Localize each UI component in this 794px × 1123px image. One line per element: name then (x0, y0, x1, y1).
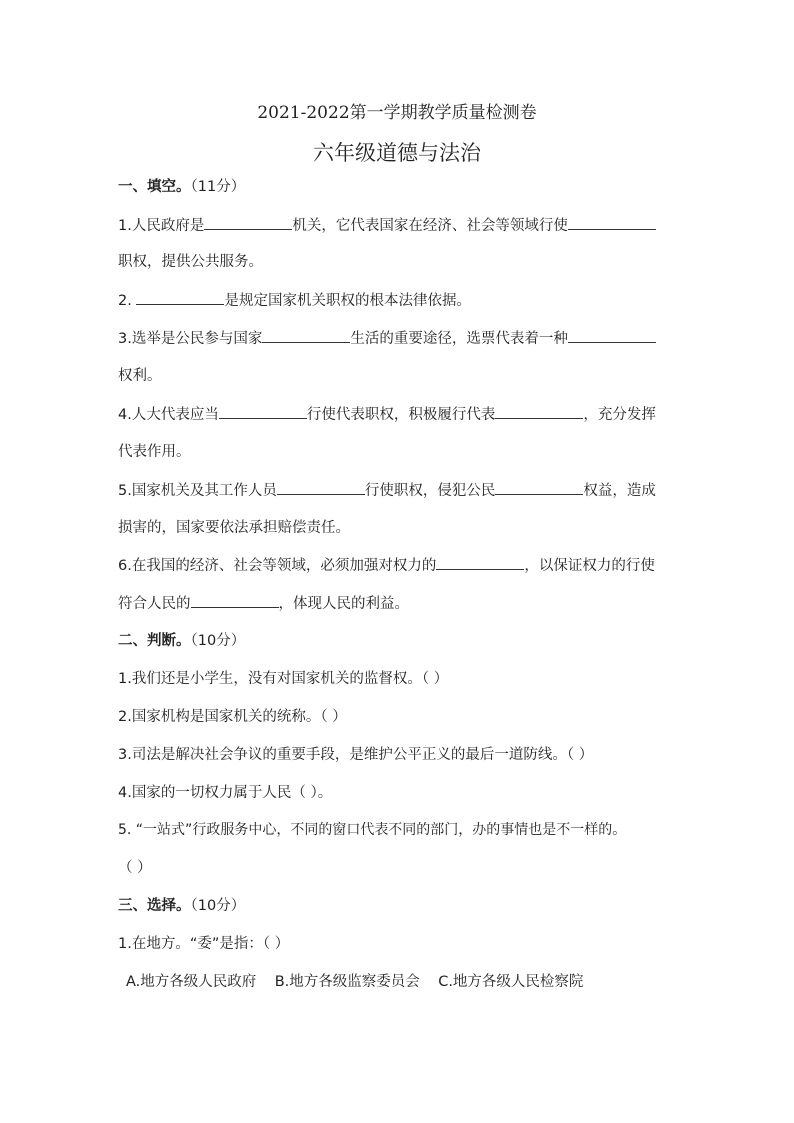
section-1-points: （11分） (190, 179, 246, 195)
q6-text-c: 符合人民的 (118, 596, 191, 612)
judge-q3: 3.司法是解决社会争议的重要手段，是维护公平正义的最后一道防线。（ ） (118, 747, 594, 763)
q2-text-a: 2. (118, 293, 137, 309)
answer-blank[interactable] (277, 480, 365, 495)
judge-q4: 4.国家的一切权力属于人民（ ）。 (118, 785, 333, 801)
answer-blank[interactable] (568, 328, 656, 343)
q5-text-b: 行使职权，侵犯公民 (364, 483, 496, 499)
section-2-heading (118, 631, 678, 651)
q3-text-a: 3.选举是公民参与国家 (118, 331, 263, 347)
section-1-heading (118, 177, 678, 197)
choice-q1-options: A.地方各级人民政府 B.地方各级监察委员会 C.地方各级人民检察院 (126, 974, 584, 990)
q4-text-c: ，充分发挥 (583, 407, 656, 423)
section-3-heading (118, 896, 678, 916)
q4-text-a: 4.人大代表应当 (118, 407, 219, 423)
judge-q5-paren: （ ） (118, 860, 152, 876)
q5-text-a: 5.国家机关及其工作人员 (118, 483, 277, 499)
exam-subtitle: 六年级道德与法治 (313, 141, 481, 165)
fill-q5 (118, 480, 678, 501)
judge-q5: 5. “一站式”行政服务中心，不同的窗口代表不同的部门，办的事情也是不一样的。 (118, 822, 627, 838)
q4-text-d: 代表作用。 (118, 444, 191, 460)
answer-blank[interactable] (495, 480, 583, 495)
fill-q4 (118, 404, 678, 425)
q1-text-a: 1.人民政府是 (118, 218, 205, 234)
section-1-title: 一、填空。 (118, 179, 191, 195)
q5-text-d: 损害的，国家要依法承担赔偿责任。 (118, 520, 350, 536)
fill-q6-cont (118, 593, 678, 614)
exam-title: 2021-2022第一学期教学质量检测卷 (257, 103, 537, 123)
fill-q1 (118, 215, 678, 236)
fill-q2 (118, 290, 678, 311)
answer-blank[interactable] (204, 215, 292, 230)
answer-blank[interactable] (436, 555, 524, 570)
q3-text-c: 权利。 (118, 368, 162, 384)
answer-blank[interactable] (136, 290, 224, 305)
answer-blank[interactable] (495, 404, 583, 419)
answer-blank[interactable] (191, 593, 279, 608)
q6-text-a: 6.在我国的经济、社会等领域，必须加强对权力的 (118, 558, 437, 574)
section-2-title: 二、判断。 (118, 633, 191, 649)
section-3-points: （10分） (190, 898, 246, 914)
judge-q2: 2.国家机构是国家机关的统称。（ ） (118, 709, 347, 725)
fill-q3-cont (118, 366, 678, 386)
answer-blank[interactable] (568, 215, 656, 230)
fill-q5-cont (118, 518, 678, 538)
fill-q6 (118, 555, 678, 576)
choice-q1: 1.在地方。“委”是指：（ ） (118, 936, 290, 952)
judge-q1: 1.我们还是小学生，没有对国家机关的监督权。（ ） (118, 671, 449, 687)
section-2-points: （10分） (190, 633, 246, 649)
answer-blank[interactable] (219, 404, 307, 419)
section-3-title: 三、选择。 (118, 898, 191, 914)
fill-q4-cont (118, 442, 678, 462)
answer-blank[interactable] (262, 328, 350, 343)
q1-text-c: 职权，提供公共服务。 (118, 254, 263, 270)
q6-text-b: ，以保证权力的行使 (524, 558, 655, 574)
q1-text-b: 机关，它代表国家在经济、社会等领域行使 (292, 218, 568, 234)
fill-q3 (118, 328, 678, 349)
fill-q1-cont (118, 252, 678, 272)
q3-text-b: 生活的重要途径，选票代表着一种 (350, 331, 568, 347)
q4-text-b: 行使代表职权，积极履行代表 (306, 407, 496, 423)
q2-text-b: 是规定国家机关职权的根本法律依据。 (224, 293, 471, 309)
q6-text-d: ，体现人民的利益。 (278, 596, 409, 612)
q5-text-c: 权益，造成 (583, 483, 656, 499)
